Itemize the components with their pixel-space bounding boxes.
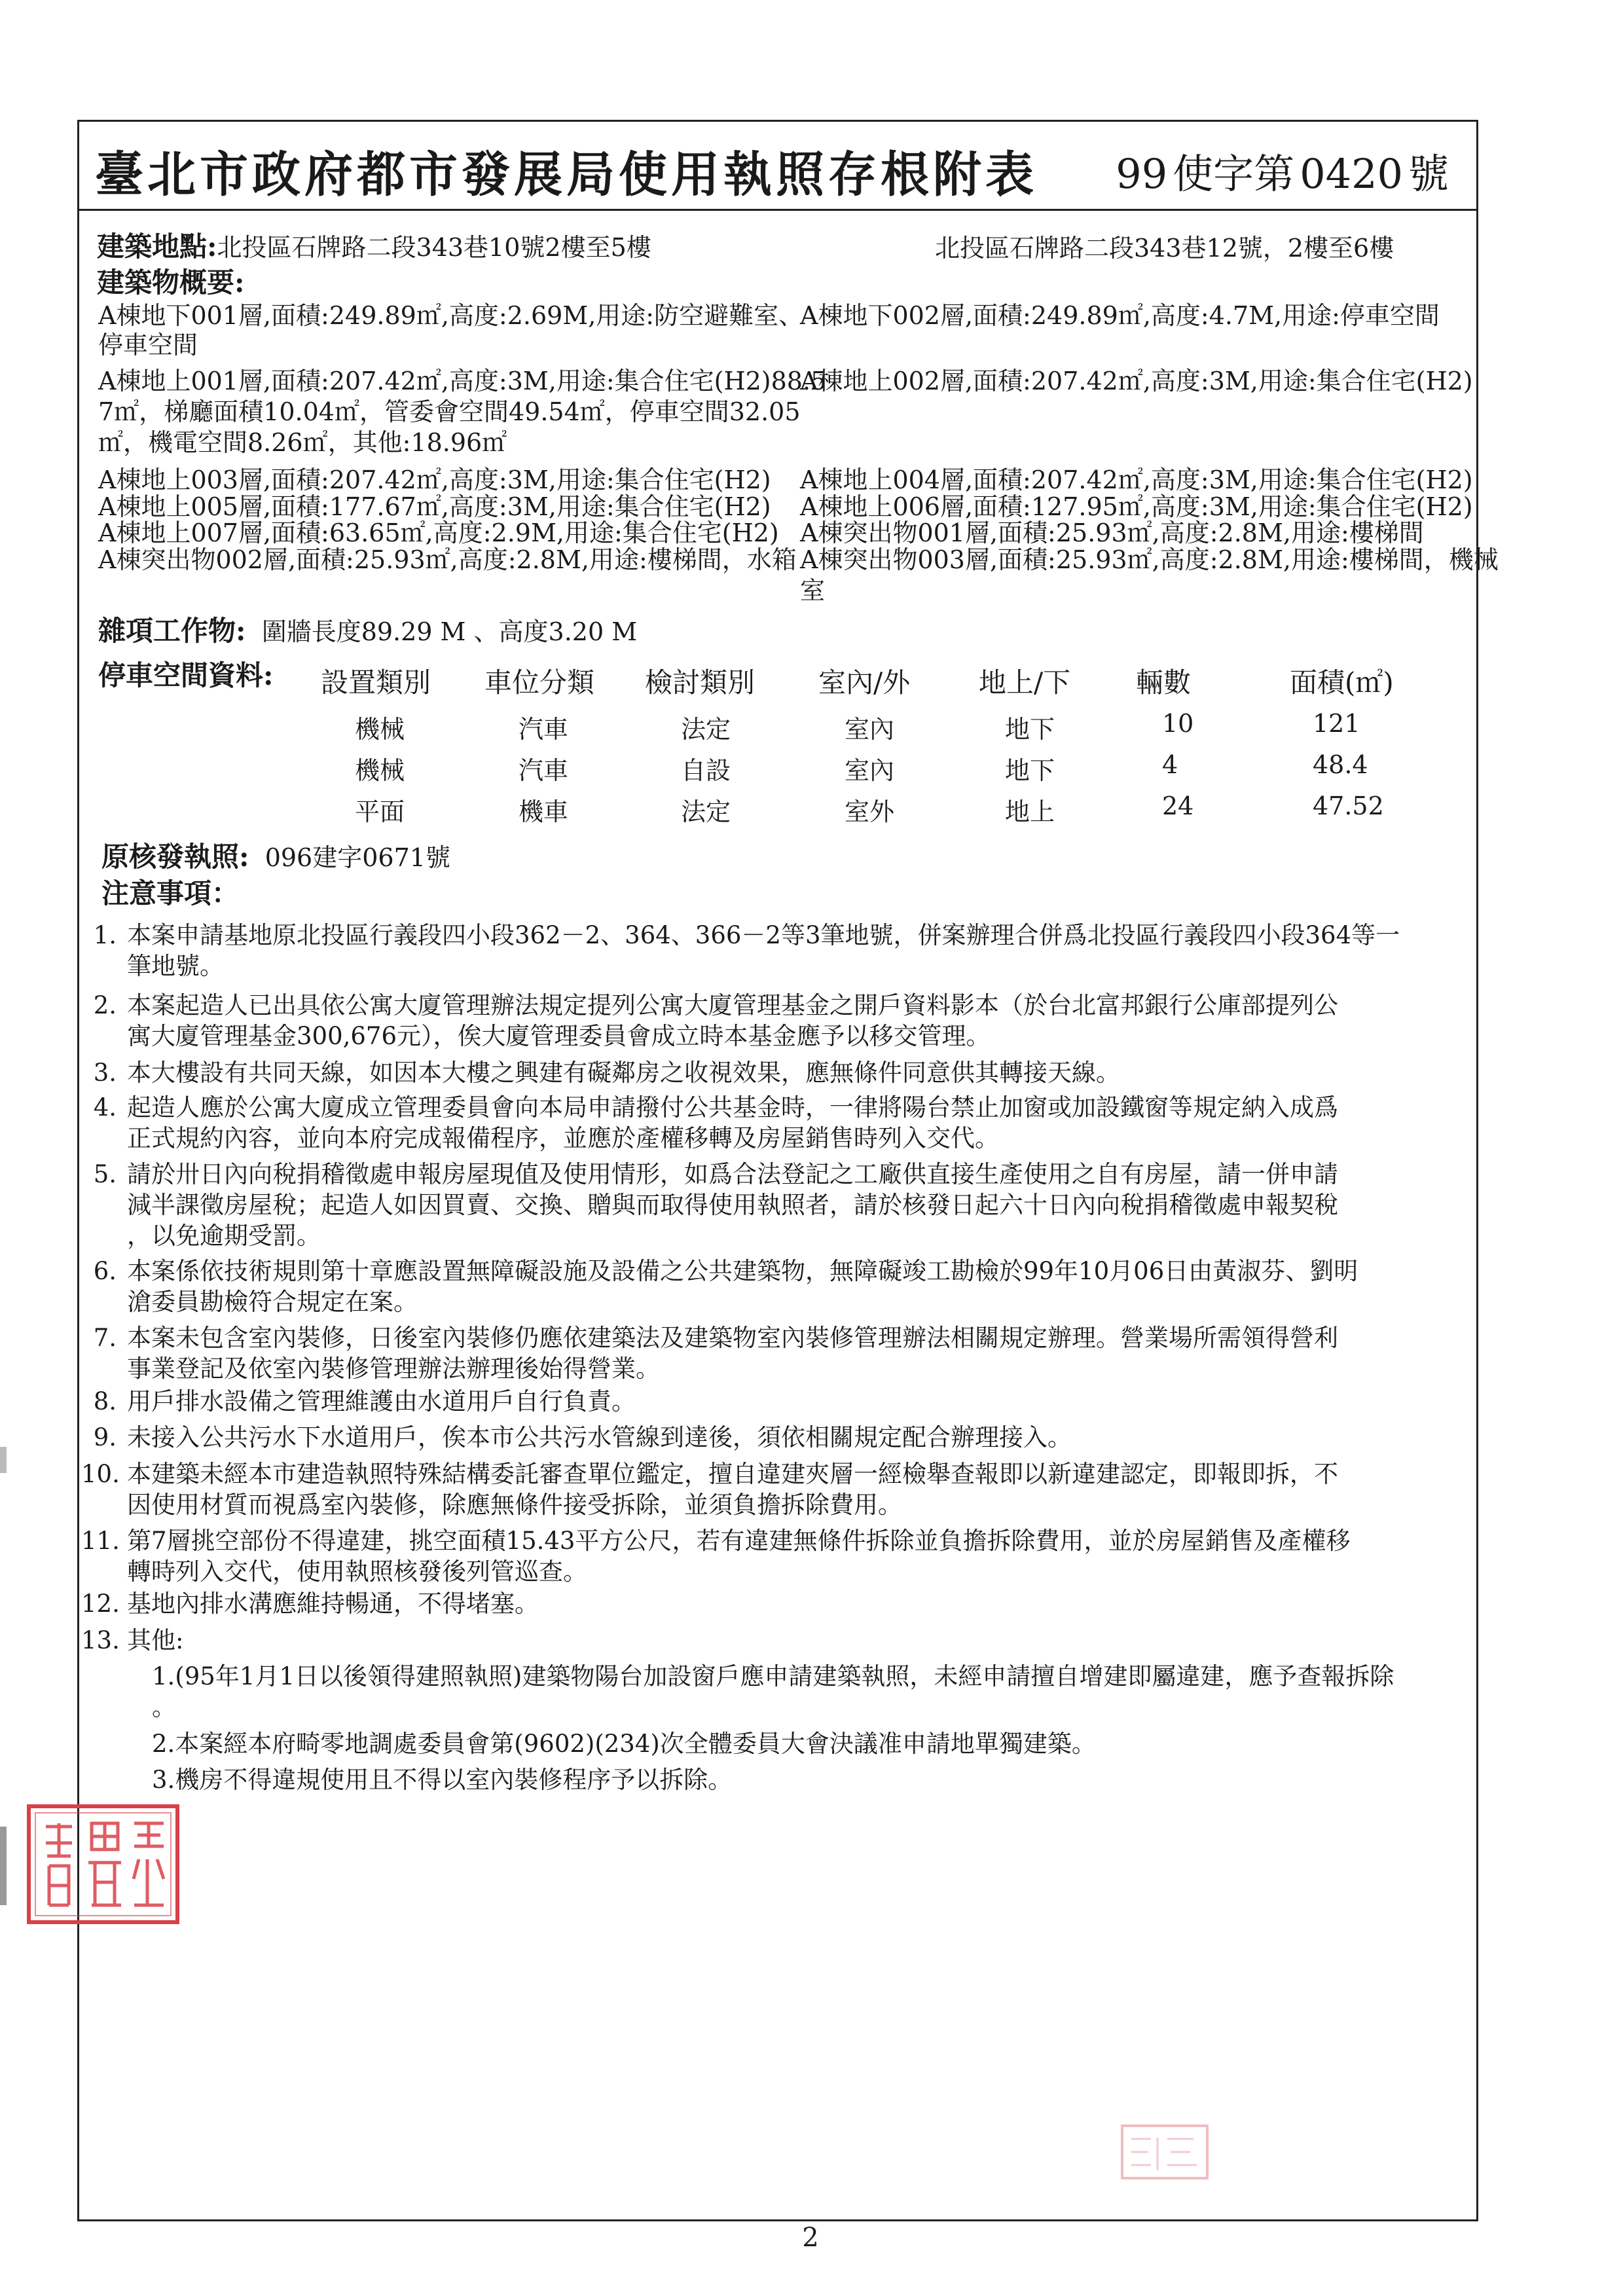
note-line: 其他: (127, 1626, 184, 1654)
note-item (81, 1422, 1417, 1453)
overview-label: 建築物概要: (97, 266, 245, 299)
other-item (152, 1764, 1461, 1795)
scan-edge-mark (0, 1447, 7, 1473)
other-item (152, 1661, 1461, 1722)
note-number: 8. (93, 1387, 117, 1415)
header (79, 122, 1476, 211)
original-license-label: 原核發執照: (101, 841, 249, 873)
parking-cell: 121 (1313, 709, 1360, 738)
note-item (81, 1459, 1417, 1520)
parking-cell: 室內 (845, 756, 895, 785)
original-license-value: 096建字0671號 (264, 843, 450, 872)
site-address-1: 北投區石牌路二段343巷10號2樓至5樓 (217, 233, 651, 262)
overview-right-line: A棟突出物001層,面積:25.93㎡,高度:2.8M,用途:樓梯間 (800, 519, 1424, 547)
other-item (152, 1728, 1461, 1759)
note-number: 12. (81, 1590, 120, 1618)
parking-cell: 地上 (1005, 797, 1055, 826)
overview-right-line: A棟突出物003層,面積:25.93㎡,高度:2.8M,用途:樓梯間，機械 (800, 545, 1499, 574)
parking-cell: 地下 (1005, 715, 1055, 744)
site-address-2: 北投區石牌路二段343巷12號，2樓至6樓 (935, 234, 1394, 263)
permit-year: 99 (1116, 150, 1168, 198)
note-item (81, 1588, 1417, 1619)
overview-right-line: A棟地上002層,面積:207.42㎡,高度:3M,用途:集合住宅(H2) (800, 367, 1473, 395)
parking-header: 面積(㎡) (1290, 666, 1394, 699)
parking-cell: 汽車 (519, 715, 569, 744)
note-item (81, 1092, 1417, 1154)
original-license-row (101, 843, 450, 872)
other-line: 。 (152, 1693, 176, 1721)
note-line: 本大樓設有共同天線，如因本大樓之興建有礙鄰房之收視效果，應無條件同意供其轉接天線。 (127, 1059, 1120, 1087)
permit-serial: 0420 (1300, 150, 1403, 198)
note-line: 本建築未經本市建造執照特殊結構委託審查單位鑑定，擅自違建夾層一經檢舉查報即以新違建認定，即報即拆，不 (127, 1460, 1338, 1488)
overview-left-line: 7㎡，梯廳面積10.04㎡，管委會空間49.54㎡，停車空間32.05 (98, 397, 801, 426)
note-line: 正式規約內容，並向本府完成報備程序，並應於產權移轉及房屋銷售時列入交代。 (127, 1124, 999, 1152)
page-number: 2 (802, 2223, 819, 2253)
parking-cell: 機械 (355, 715, 405, 744)
note-number: 1. (93, 921, 117, 949)
overview-right-line: A棟地上004層,面積:207.42㎡,高度:3M,用途:集合住宅(H2) (800, 465, 1473, 494)
overview-left-line: 停車空間 (98, 331, 198, 359)
note-line: 請於卅日內向稅捐稽徵處申報房屋現值及使用情形，如爲合法登記之工廠供直接生產使用之自有房屋，請一併申請 (127, 1160, 1338, 1188)
note-line: 寓大廈管理基金300,676元），俟大廈管理委員會成立時本基金應予以移交管理。 (127, 1022, 991, 1050)
misc-works-label: 雜項工作物: (98, 615, 246, 647)
parking-cell: 4 (1162, 750, 1178, 779)
parking-header: 設置類別 (321, 666, 431, 699)
overview-left-line: A棟地上003層,面積:207.42㎡,高度:3M,用途:集合住宅(H2) (98, 465, 771, 494)
note-line: 用戶排水設備之管理維護由水道用戶自行負責。 (127, 1387, 636, 1415)
parking-cell: 地下 (1005, 756, 1055, 785)
note-number: 3. (93, 1059, 117, 1087)
note-item (81, 1256, 1417, 1317)
parking-label: 停車空間資料: (98, 659, 274, 691)
other-line: 1.(95年1月1日以後領得建照執照)建築物陽台加設窗戶應申請建築執照，未經申請擅自增建即屬違建，應予查報拆除 (152, 1662, 1394, 1690)
parking-cell: 平面 (355, 797, 405, 826)
note-line: 滄委員勘檢符合規定在案。 (127, 1288, 418, 1316)
site-address-row (97, 232, 651, 262)
note-line: 轉時列入交代，使用執照核發後列管巡查。 (127, 1558, 587, 1586)
permit-number (1113, 141, 1451, 200)
note-number: 6. (93, 1257, 117, 1285)
note-number: 13. (81, 1626, 120, 1654)
note-line: 本案起造人已出具依公寓大廈管理辦法規定提列公寓大廈管理基金之開戶資料影本（於台北富邦銀行公庫部提列公 (127, 991, 1338, 1019)
notes-label: 注意事項： (101, 877, 240, 909)
note-item (81, 1386, 1417, 1417)
faded-stamp-mark (1118, 2119, 1236, 2185)
note-item (81, 920, 1417, 981)
permit-type: 使字第 (1173, 150, 1295, 198)
note-number: 7. (93, 1324, 117, 1352)
overview-left-line: A棟地上005層,面積:177.67㎡,高度:3M,用途:集合住宅(H2) (98, 492, 771, 521)
overview-left-line: A棟地上001層,面積:207.42㎡,高度:3M,用途:集合住宅(H2)88.5 (98, 367, 827, 395)
other-line: 3.機房不得違規使用且不得以室內裝修程序予以拆除。 (152, 1766, 733, 1794)
note-line: 本案係依技術規則第十章應設置無障礙設施及設備之公共建築物，無障礙竣工勘檢於99年10月06日由黃淑芬、劉明 (127, 1257, 1358, 1285)
overview-left-line: A棟突出物002層,面積:25.93㎡,高度:2.8M,用途:樓梯間，水箱 (98, 545, 797, 574)
overview-right-line: A棟地下002層,面積:249.89㎡,高度:4.7M,用途:停車空間 (800, 301, 1440, 330)
note-line: 事業登記及依室內裝修管理辦法辦理後始得營業。 (127, 1355, 660, 1383)
parking-cell: 機車 (519, 797, 569, 826)
note-number: 5. (93, 1160, 117, 1188)
other-line: 2.本案經本府畸零地調處委員會第(9602)(234)次全體委員大會決議准申請地單獨建築。 (152, 1730, 1096, 1758)
note-item (81, 1525, 1417, 1587)
parking-cell: 48.4 (1313, 750, 1368, 779)
parking-header: 輛數 (1136, 666, 1192, 699)
note-line: ，以免逾期受罰。 (127, 1222, 321, 1250)
note-line: 因使用材質而視爲室內裝修，除應無條件接受拆除，並須負擔拆除費用。 (127, 1491, 902, 1519)
note-item (81, 990, 1417, 1051)
note-line: 本案未包含室內裝修，日後室內裝修仍應依建築法及建築物室內裝修管理辦法相關規定辦理。營業場所需領得營利 (127, 1324, 1338, 1352)
permit-suffix: 號 (1408, 150, 1449, 198)
note-line: 本案申請基地原北投區行義段四小段362－2、364、366－2等3筆地號，併案辦理合併爲北投區行義段四小段364等一 (127, 921, 1400, 949)
parking-header: 室內/外 (818, 666, 911, 699)
note-line: 減半課徵房屋稅；起造人如因買賣、交換、贈與而取得使用執照者，請於核發日起六十日內向稅捐稽徵處申報契稅 (127, 1191, 1338, 1219)
note-number: 10. (81, 1460, 120, 1488)
overview-right-line: A棟地上006層,面積:127.95㎡,高度:3M,用途:集合住宅(H2) (800, 492, 1473, 521)
overview-left-line: A棟地下001層,面積:249.89㎡,高度:2.69M,用途:防空避難室、 (98, 301, 804, 330)
parking-header: 地上/下 (979, 666, 1071, 699)
parking-header: 車位分類 (484, 666, 595, 699)
parking-cell: 室外 (845, 797, 895, 826)
parking-cell: 機械 (355, 756, 405, 785)
parking-cell: 10 (1162, 709, 1194, 738)
parking-cell: 法定 (681, 715, 731, 744)
note-line: 筆地號。 (127, 952, 224, 980)
scan-edge-mark (0, 1827, 7, 1905)
note-number: 2. (93, 991, 117, 1019)
parking-cell: 汽車 (519, 756, 569, 785)
note-item (81, 1057, 1417, 1088)
parking-cell: 24 (1162, 792, 1194, 820)
note-number: 11. (81, 1527, 120, 1555)
note-item (81, 1322, 1417, 1384)
parking-cell: 法定 (681, 797, 731, 826)
note-line: 未接入公共污水下水道用戶，俟本市公共污水管線到達後，須依相關規定配合辦理接入。 (127, 1423, 1072, 1451)
overview-left-line: ㎡，機電空間8.26㎡，其他:18.96㎡ (98, 428, 507, 457)
note-number: 4. (93, 1093, 117, 1121)
site-label: 建築地點: (97, 230, 217, 263)
overview-left-line: A棟地上007層,面積:63.65㎡,高度:2.9M,用途:集合住宅(H2) (98, 519, 779, 547)
note-line: 基地內排水溝應維持暢通，不得堵塞。 (127, 1590, 539, 1618)
note-number: 9. (93, 1423, 117, 1451)
note-item (81, 1159, 1417, 1251)
overview-right-line: 室 (800, 576, 826, 605)
parking-cell: 自設 (681, 756, 731, 785)
note-item (81, 1625, 1417, 1656)
document-title: 臺北市政府都市發展局使用執照存根附表 (95, 147, 1038, 203)
misc-works-row (98, 617, 637, 646)
note-line: 起造人應於公寓大廈成立管理委員會向本局申請撥付公共基金時，一律將陽台禁止加窗或加設鐵窗等規定納入成爲 (127, 1093, 1338, 1121)
note-line: 第7層挑空部份不得違建，挑空面積15.43平方公尺，若有違建無條件拆除並負擔拆除費用，並於房屋銷售及產權移 (127, 1527, 1351, 1555)
misc-works-value: 圍牆長度89.29 M 、高度3.20 M (261, 617, 638, 646)
parking-cell: 室內 (845, 715, 895, 744)
official-seal-stamp (26, 1804, 180, 1925)
parking-cell: 47.52 (1313, 792, 1384, 820)
parking-header: 檢討類別 (645, 666, 756, 699)
